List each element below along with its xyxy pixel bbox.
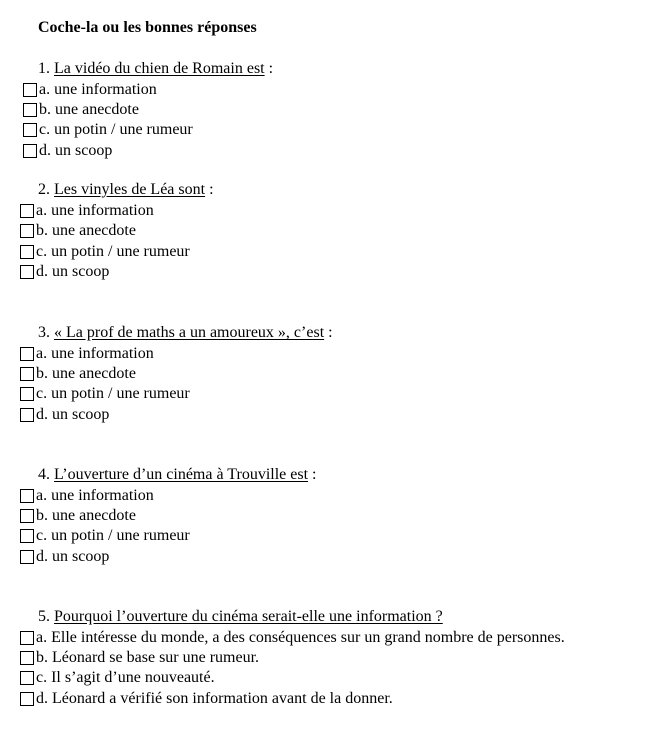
option-label: c. un potin / une rumeur: [36, 385, 190, 402]
checkbox[interactable]: [20, 408, 34, 422]
option-label: d. un scoop: [36, 406, 110, 423]
option-label: c. un potin / une rumeur: [36, 527, 190, 544]
option-label: b. une anecdote: [36, 365, 136, 382]
checkbox[interactable]: [20, 224, 34, 238]
checkbox[interactable]: [23, 83, 37, 97]
question-number: 4.: [38, 466, 50, 483]
checkbox[interactable]: [20, 347, 34, 361]
option-label: d. un scoop: [36, 263, 110, 280]
option-label: b. une anecdote: [39, 101, 139, 118]
answer-option[interactable]: [23, 141, 112, 161]
question-2: [38, 180, 214, 200]
option-label: c. Il s’agit d’une nouveauté.: [36, 669, 215, 686]
checkbox[interactable]: [23, 103, 37, 117]
answer-option[interactable]: [20, 547, 109, 567]
question-suffix: :: [312, 466, 317, 483]
answer-option[interactable]: [20, 526, 190, 546]
checkbox[interactable]: [20, 387, 34, 401]
question-text: Pourquoi l’ouverture du cinéma serait-elle une information ?: [54, 608, 443, 625]
answer-option[interactable]: [20, 384, 190, 404]
question-5: [38, 607, 443, 627]
answer-option[interactable]: [23, 120, 193, 140]
question-text: La vidéo du chien de Romain est: [54, 60, 265, 77]
option-label: a. une information: [36, 487, 154, 504]
answer-option[interactable]: [20, 628, 565, 648]
answer-option[interactable]: [23, 100, 139, 120]
option-label: d. un scoop: [36, 548, 110, 565]
question-number: 2.: [38, 181, 50, 198]
question-suffix: :: [328, 324, 333, 341]
checkbox[interactable]: [20, 651, 34, 665]
checkbox[interactable]: [20, 692, 34, 706]
answer-option[interactable]: [20, 668, 215, 688]
option-label: c. un potin / une rumeur: [36, 243, 190, 260]
question-suffix: :: [268, 60, 274, 77]
option-label: b. une anecdote: [36, 222, 136, 239]
checkbox[interactable]: [20, 550, 34, 564]
checkbox[interactable]: [20, 631, 34, 645]
answer-option[interactable]: [20, 201, 154, 221]
option-label: c. un potin / une rumeur: [39, 121, 193, 138]
answer-option[interactable]: [20, 506, 136, 526]
question-number: 5.: [38, 608, 50, 625]
question-number: 3.: [38, 324, 50, 341]
answer-option[interactable]: [23, 80, 157, 100]
option-label: b. une anecdote: [36, 507, 136, 524]
checkbox[interactable]: [20, 509, 34, 523]
question-number: 1.: [38, 60, 50, 77]
checkbox[interactable]: [20, 265, 34, 279]
answer-option[interactable]: [20, 344, 154, 364]
answer-option[interactable]: [20, 242, 190, 262]
question-suffix: :: [209, 181, 214, 198]
option-label: b. Léonard se base sur une rumeur.: [36, 649, 260, 666]
option-label: a. une information: [36, 345, 154, 362]
question-text: L’ouverture d’un cinéma à Trouville est: [54, 466, 309, 483]
answer-option[interactable]: [20, 689, 393, 709]
checkbox[interactable]: [20, 529, 34, 543]
option-label: a. Elle intéresse du monde, a des conséquences sur un grand nombre de personnes.: [36, 629, 565, 646]
question-text: Les vinyles de Léa sont: [54, 181, 206, 198]
checkbox[interactable]: [20, 671, 34, 685]
question-4: [38, 465, 316, 485]
answer-option[interactable]: [20, 486, 154, 506]
option-label: d. Léonard a vérifié son information avant de la donner.: [36, 690, 393, 707]
checkbox[interactable]: [20, 367, 34, 381]
question-3: [38, 323, 333, 343]
option-label: d. un scoop: [39, 142, 113, 159]
answer-option[interactable]: [20, 364, 136, 384]
checkbox[interactable]: [20, 489, 34, 503]
answer-option[interactable]: [20, 648, 259, 668]
checkbox[interactable]: [23, 123, 37, 137]
option-label: a. une information: [36, 202, 154, 219]
answer-option[interactable]: [20, 221, 136, 241]
checkbox[interactable]: [20, 245, 34, 259]
answer-option[interactable]: [20, 262, 109, 282]
worksheet-title: Coche-la ou les bonnes réponses: [38, 19, 257, 36]
question-1: [38, 59, 273, 79]
checkbox[interactable]: [20, 204, 34, 218]
answer-option[interactable]: [20, 405, 109, 425]
option-label: a. une information: [39, 81, 157, 98]
question-text: « La prof de maths a un amoureux », c’est: [54, 324, 325, 341]
checkbox[interactable]: [23, 144, 37, 158]
